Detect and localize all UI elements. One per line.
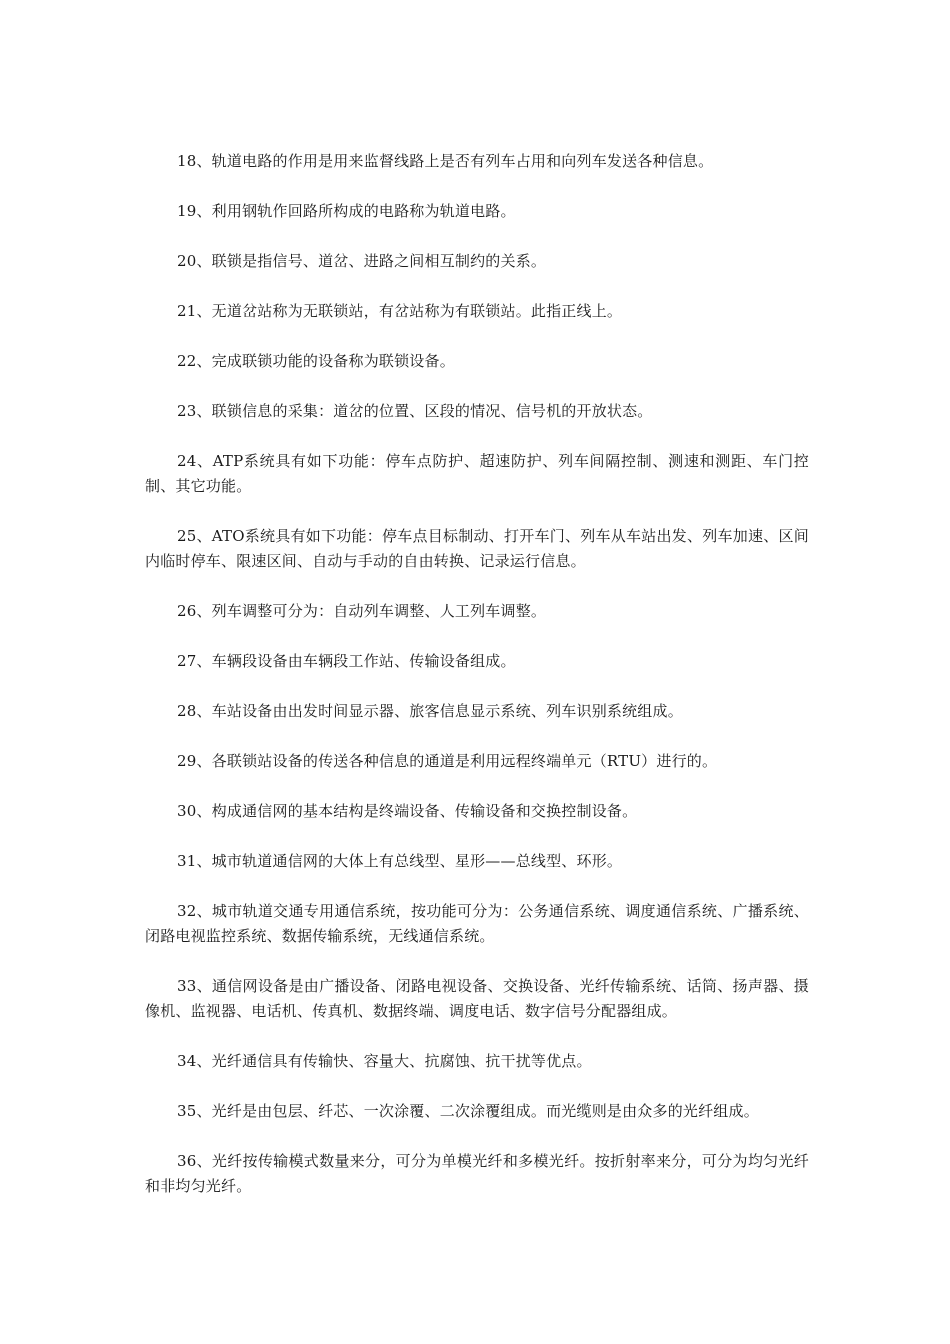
- list-item-19: 19、利用钢轨作回路所构成的电路称为轨道电路。: [177, 202, 516, 220]
- list-item-33: 33、通信网设备是由广播设备、闭路电视设备、交换设备、光纤传输系统、话筒、扬声器、摄像机、监视器、电话机、传真机、数据终端、调度电话、数字信号分配器组成。: [145, 977, 809, 1020]
- list-item-24: 24、ATP系统具有如下功能：停车点防护、超速防护、列车间隔控制、测速和测距、车门控制、其它功能。: [145, 452, 809, 495]
- list-item-29: 29、各联锁站设备的传送各种信息的通道是利用远程终端单元（RTU）进行的。: [177, 752, 718, 770]
- document-body: [145, 149, 809, 1224]
- list-item-34: 34、光纤通信具有传输快、容量大、抗腐蚀、抗干扰等优点。: [177, 1052, 592, 1070]
- list-item-27: 27、车辆段设备由车辆段工作站、传输设备组成。: [177, 652, 516, 670]
- list-item-35: 35、光纤是由包层、纤芯、一次涂覆、二次涂覆组成。而光缆则是由众多的光纤组成。: [177, 1102, 759, 1120]
- list-item-28: 28、车站设备由出发时间显示器、旅客信息显示系统、列车识别系统组成。: [177, 702, 683, 720]
- list-item-21: 21、无道岔站称为无联锁站，有岔站称为有联锁站。此指正线上。: [177, 302, 623, 320]
- list-item-25: 25、ATO系统具有如下功能：停车点目标制动、打开车门、列车从车站出发、列车加速、区间内临时停车、限速区间、自动与手动的自由转换、记录运行信息。: [145, 527, 809, 570]
- list-item-32: 32、城市轨道交通专用通信系统，按功能可分为：公务通信系统、调度通信系统、广播系统、闭路电视监控系统、数据传输系统，无线通信系统。: [145, 902, 809, 945]
- list-item-18: 18、轨道电路的作用是用来监督线路上是否有列车占用和向列车发送各种信息。: [177, 152, 714, 170]
- list-item-20: 20、联锁是指信号、道岔、进路之间相互制约的关系。: [177, 252, 547, 270]
- list-item-26: 26、列车调整可分为：自动列车调整、人工列车调整。: [177, 602, 547, 620]
- list-item-22: 22、完成联锁功能的设备称为联锁设备。: [177, 352, 455, 370]
- list-item-36: 36、光纤按传输模式数量来分，可分为单模光纤和多模光纤。按折射率来分，可分为均匀光纤和非均匀光纤。: [145, 1152, 809, 1195]
- list-item-23: 23、联锁信息的采集：道岔的位置、区段的情况、信号机的开放状态。: [177, 402, 653, 420]
- list-item-30: 30、构成通信网的基本结构是终端设备、传输设备和交换控制设备。: [177, 802, 638, 820]
- list-item-31: 31、城市轨道通信网的大体上有总线型、星形——总线型、环形。: [177, 852, 623, 870]
